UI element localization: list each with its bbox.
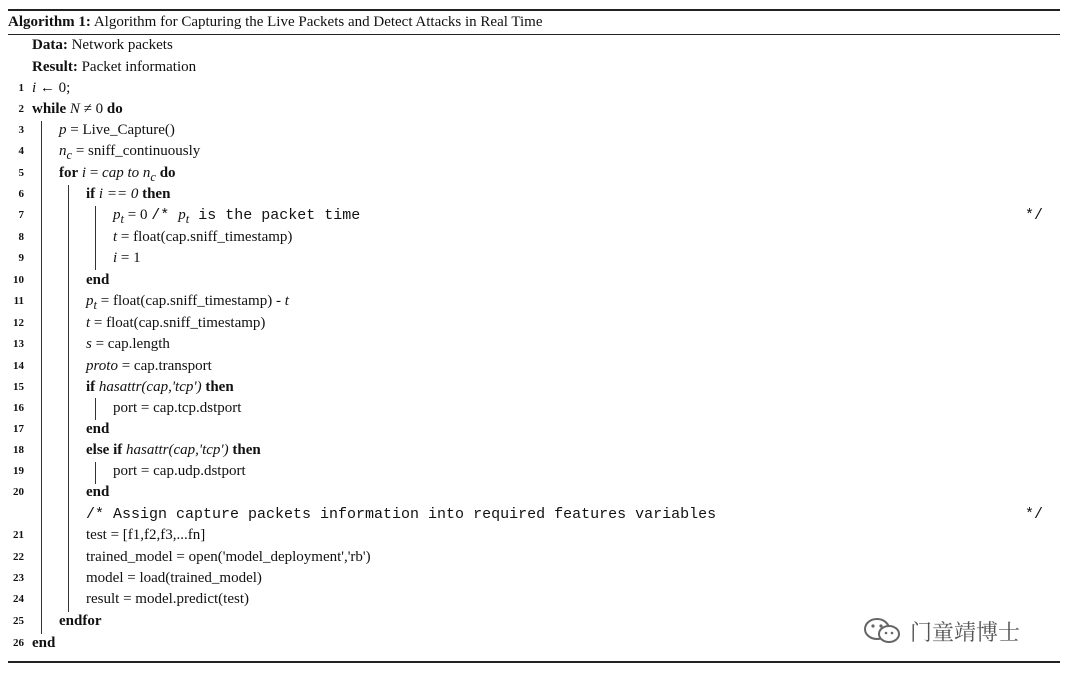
- watermark-text: 门童靖博士: [910, 620, 1021, 646]
- comment-text: /*: [151, 207, 179, 224]
- algorithm-line: [0, 419, 1080, 440]
- line-number: 7: [18, 209, 24, 221]
- math-variable: i: [81, 165, 87, 181]
- algorithm-line: [0, 163, 1080, 184]
- keyword: end: [32, 635, 56, 651]
- statement-text: ← 0;: [36, 80, 71, 96]
- math-variable: i == 0: [98, 186, 139, 202]
- math-subscript: t: [120, 212, 124, 226]
- keyword: then: [201, 379, 234, 395]
- code-text: [86, 589, 249, 610]
- while-block-bar: [41, 121, 42, 634]
- code-text: [86, 356, 212, 377]
- code-text: [113, 398, 241, 419]
- line-number: 22: [13, 551, 24, 563]
- algorithm-line: [0, 141, 1080, 162]
- line-number: 11: [13, 295, 24, 307]
- algorithm-line: [0, 377, 1080, 398]
- keyword: then: [138, 186, 171, 202]
- code-text: [59, 611, 102, 632]
- algorithm-title: Algorithm for Capturing the Live Packets and Detect Attacks in Real Time: [93, 14, 543, 30]
- math-variable: p: [113, 207, 121, 223]
- code-text: [32, 78, 70, 99]
- data-text: Network packets: [71, 37, 173, 53]
- line-number: 14: [13, 360, 24, 372]
- code-text: [86, 568, 262, 589]
- line-number: 23: [13, 572, 24, 584]
- line-number: 5: [18, 167, 24, 179]
- math-variable: p: [178, 207, 186, 223]
- algorithm-line: [0, 589, 1080, 610]
- math-variable: t: [86, 315, 91, 331]
- math-variable: t: [113, 229, 118, 245]
- algorithm-line: [0, 547, 1080, 568]
- math-variable: N: [69, 101, 80, 117]
- code-text: [32, 633, 55, 654]
- watermark: [862, 614, 1020, 648]
- keyword: then: [228, 442, 261, 458]
- line-number: 25: [13, 615, 24, 627]
- algorithm-label: Algorithm 1:: [8, 14, 91, 30]
- line-number: 21: [13, 529, 24, 541]
- statement-text: test = [f1,f2,f3,...fn]: [86, 527, 206, 543]
- keyword: do: [106, 101, 123, 117]
- algorithm-line: [0, 334, 1080, 355]
- math-variable: s: [86, 336, 92, 352]
- code-text: [59, 120, 175, 141]
- statement-text: = 1: [117, 250, 141, 266]
- keyword: end: [86, 272, 110, 288]
- algorithm-line: [0, 313, 1080, 334]
- bottom-rule: [8, 661, 1060, 663]
- code-text: [86, 482, 109, 503]
- code-text: [86, 313, 265, 334]
- code-text: [113, 227, 292, 248]
- statement-text: = 0: [123, 207, 152, 223]
- math-variable: proto: [86, 358, 118, 374]
- statement-text: = cap.transport: [117, 358, 212, 374]
- algorithm-line: [0, 227, 1080, 248]
- algorithm-line: [0, 270, 1080, 291]
- code-text: [86, 547, 371, 568]
- line-number: 1: [18, 82, 24, 94]
- math-variable: t: [284, 293, 289, 309]
- data-keyword: Data:: [32, 37, 68, 53]
- line-number: 10: [13, 274, 24, 286]
- statement-text: =: [86, 165, 103, 181]
- keyword: do: [155, 165, 176, 181]
- line-number: 20: [13, 486, 24, 498]
- statement-text: = cap.length: [91, 336, 170, 352]
- line-number: 9: [18, 252, 24, 264]
- line-number: 15: [13, 381, 24, 393]
- statement-text: = Live_Capture(): [66, 122, 175, 138]
- math-variable: cap to n: [102, 165, 151, 181]
- keyword: if: [86, 379, 96, 395]
- line-number: 2: [18, 103, 24, 115]
- line-number: 26: [13, 637, 24, 649]
- math-variable: n: [59, 143, 67, 159]
- line-number: 19: [13, 465, 24, 477]
- keyword: endfor: [59, 613, 102, 629]
- algorithm-line: [0, 184, 1080, 205]
- algorithm-line: [0, 205, 1080, 226]
- top-rule: [8, 9, 1060, 11]
- code-text: [113, 461, 246, 482]
- algorithm-line: [0, 248, 1080, 269]
- math-variable: hasattr(cap,'tcp'): [98, 379, 202, 395]
- math-subscript: t: [185, 212, 190, 226]
- keyword: end: [86, 421, 110, 437]
- math-subscript: c: [150, 170, 156, 184]
- algorithm-line: [0, 99, 1080, 120]
- math-variable: p: [86, 293, 94, 309]
- keyword: for: [59, 165, 79, 181]
- line-number: 6: [18, 188, 24, 200]
- algorithm-line: [0, 525, 1080, 546]
- algorithm-line: [0, 440, 1080, 461]
- statement-text: port = cap.udp.dstport: [113, 463, 246, 479]
- algorithm-line: [0, 568, 1080, 589]
- algorithm-line: [0, 356, 1080, 377]
- statement-text: = float(cap.sniff_timestamp): [90, 315, 266, 331]
- math-subscript: c: [66, 148, 73, 162]
- code-text: [32, 99, 123, 120]
- comment-end: */: [1025, 207, 1044, 224]
- line-number: 18: [13, 444, 24, 456]
- algorithm-line: [0, 120, 1080, 141]
- data-line: [0, 35, 1080, 56]
- comment-text: /* Assign capture packets information into required features variables: [86, 506, 717, 523]
- algorithm-caption: [8, 12, 543, 32]
- line-number: 13: [13, 338, 24, 350]
- code-text: [86, 270, 109, 291]
- code-text: [113, 248, 141, 269]
- statement-text: result = model.predict(test): [86, 591, 249, 607]
- code-text: [86, 184, 170, 205]
- code-text: [86, 525, 205, 546]
- else-if-block-bar: [95, 462, 96, 484]
- math-subscript: t: [93, 298, 97, 312]
- algorithm-line: [0, 504, 1080, 525]
- algorithm-line: [0, 398, 1080, 419]
- keyword: if: [86, 186, 96, 202]
- keyword: else if: [86, 442, 123, 458]
- result-line: [0, 57, 1080, 78]
- comment-end: */: [1025, 506, 1044, 523]
- algorithm-line: [0, 461, 1080, 482]
- math-variable: p: [59, 122, 67, 138]
- code-text: [86, 419, 109, 440]
- statement-text: = float(cap.sniff_timestamp) -: [96, 293, 285, 309]
- result-keyword: Result:: [32, 59, 78, 75]
- code-text: [86, 377, 234, 398]
- result-text: Packet information: [81, 59, 197, 75]
- if-block-bar: [95, 206, 96, 270]
- if-tcp-block-bar: [95, 398, 96, 420]
- statement-text: trained_model = open('model_deployment','rb'): [86, 549, 371, 565]
- comment-text: is the packet time: [189, 207, 361, 224]
- statement-text: = sniff_continuously: [72, 143, 201, 159]
- algorithm-line: [0, 482, 1080, 503]
- math-variable: hasattr(cap,'tcp'): [125, 442, 229, 458]
- algorithm-line: [0, 78, 1080, 99]
- algorithm-line: [0, 291, 1080, 312]
- statement-text: port = cap.tcp.dstport: [113, 400, 242, 416]
- statement-text: ≠ 0: [79, 101, 107, 117]
- line-number: 3: [18, 124, 24, 136]
- code-text: [86, 504, 716, 525]
- math-variable: i: [113, 250, 118, 266]
- keyword: while: [32, 101, 67, 117]
- for-block-bar: [68, 185, 69, 612]
- line-number: 8: [18, 231, 24, 243]
- math-variable: i: [32, 80, 37, 96]
- line-number: 17: [13, 423, 24, 435]
- line-number: 4: [18, 145, 24, 157]
- statement-text: model = load(trained_model): [86, 570, 262, 586]
- code-text: [86, 440, 261, 461]
- line-number: 24: [13, 593, 24, 605]
- line-number: 16: [13, 402, 24, 414]
- code-text: [86, 334, 170, 355]
- line-number: 12: [13, 317, 24, 329]
- keyword: end: [86, 484, 110, 500]
- statement-text: = float(cap.sniff_timestamp): [117, 229, 293, 245]
- wechat-icon: [862, 616, 904, 646]
